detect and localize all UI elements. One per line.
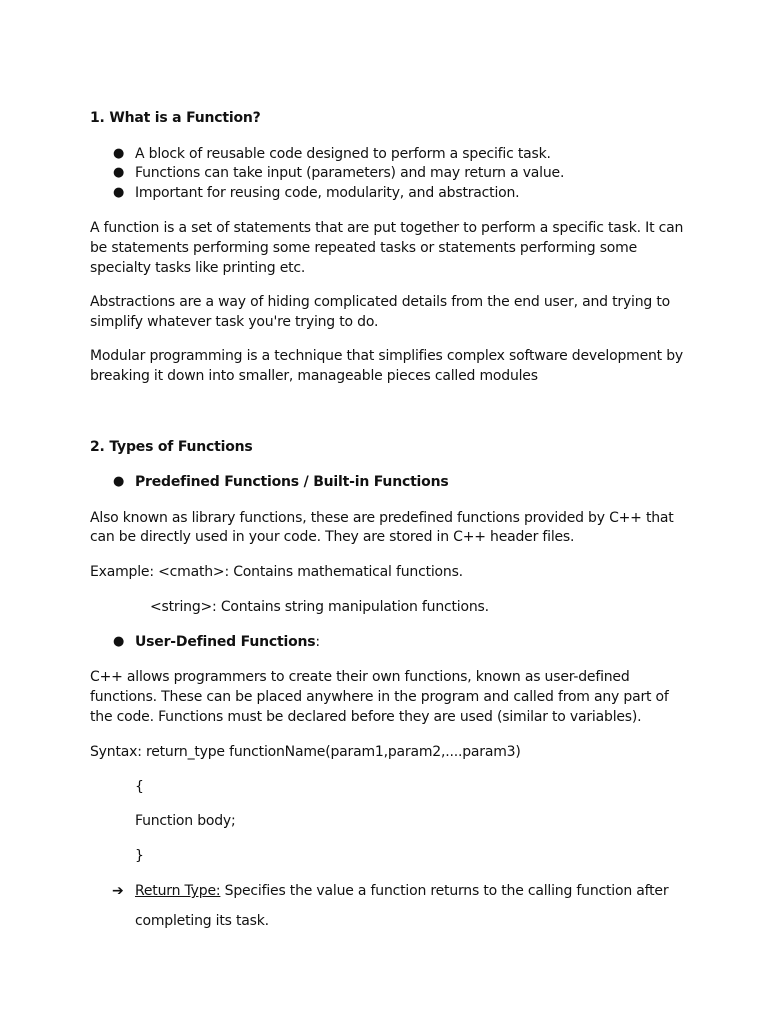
bullet-dot-icon: ● bbox=[113, 146, 125, 161]
bullet-dot-icon: ● bbox=[113, 474, 125, 489]
user-defined-title-wrap bbox=[135, 632, 320, 652]
bullet-dot-icon: ● bbox=[113, 634, 125, 649]
paragraph-function-line-2: be statements performing some repeated tasks or statements performing some bbox=[90, 240, 638, 256]
user-defined-description-line-2: functions. These can be placed anywhere in the program and called from any part of bbox=[90, 689, 669, 705]
return-type-line-2: completing its task. bbox=[135, 913, 269, 929]
paragraph-abstraction-line-2: simplify whatever task you're trying to do. bbox=[90, 314, 379, 330]
syntax-close-brace: } bbox=[135, 848, 144, 864]
section1-heading: 1. What is a Function? bbox=[90, 110, 261, 126]
section1-bullet-1: A block of reusable code designed to perform a specific task. bbox=[135, 146, 551, 162]
return-type-term: Return Type: bbox=[135, 883, 221, 899]
return-type-definition: Specifies the value a function returns to the calling function after bbox=[220, 883, 669, 899]
user-defined-functions-title: User-Defined Functions bbox=[135, 634, 316, 650]
predefined-description-line-1: Also known as library functions, these are predefined functions provided by C++ that bbox=[90, 510, 674, 526]
section2-heading: 2. Types of Functions bbox=[90, 439, 253, 455]
user-defined-title-colon: : bbox=[315, 634, 320, 650]
example-cmath: Example: <cmath>: Contains mathematical functions. bbox=[90, 564, 463, 580]
paragraph-function-line-1: A function is a set of statements that are put together to perform a specific task. It can bbox=[90, 220, 684, 236]
paragraph-function-line-3: specialty tasks like printing etc. bbox=[90, 260, 306, 276]
paragraph-modular-line-2: breaking it down into smaller, manageable pieces called modules bbox=[90, 368, 538, 384]
section1-bullet-2: Functions can take input (parameters) and may return a value. bbox=[135, 165, 565, 181]
syntax-function-body: Function body; bbox=[135, 813, 236, 829]
syntax-line: Syntax: return_type functionName(param1,param2,....param3) bbox=[90, 744, 521, 760]
predefined-description-line-2: can be directly used in your code. They are stored in C++ header files. bbox=[90, 529, 575, 545]
bullet-dot-icon: ● bbox=[113, 185, 125, 200]
section1-bullet-3: Important for reusing code, modularity, and abstraction. bbox=[135, 185, 520, 201]
right-arrow-icon: ➔ bbox=[112, 883, 124, 899]
user-defined-description-line-3: the code. Functions must be declared before they are used (similar to variables). bbox=[90, 709, 642, 725]
predefined-functions-title: Predefined Functions / Built-in Functions bbox=[135, 474, 449, 490]
paragraph-modular-line-1: Modular programming is a technique that simplifies complex software development by bbox=[90, 348, 683, 364]
bullet-dot-icon: ● bbox=[113, 165, 125, 180]
syntax-open-brace: { bbox=[135, 779, 144, 795]
paragraph-abstraction-line-1: Abstractions are a way of hiding complicated details from the end user, and trying to bbox=[90, 294, 670, 310]
user-defined-description-line-1: C++ allows programmers to create their own functions, known as user-defined bbox=[90, 669, 630, 685]
example-string: <string>: Contains string manipulation functions. bbox=[150, 599, 489, 615]
return-type-line-1 bbox=[135, 881, 668, 901]
